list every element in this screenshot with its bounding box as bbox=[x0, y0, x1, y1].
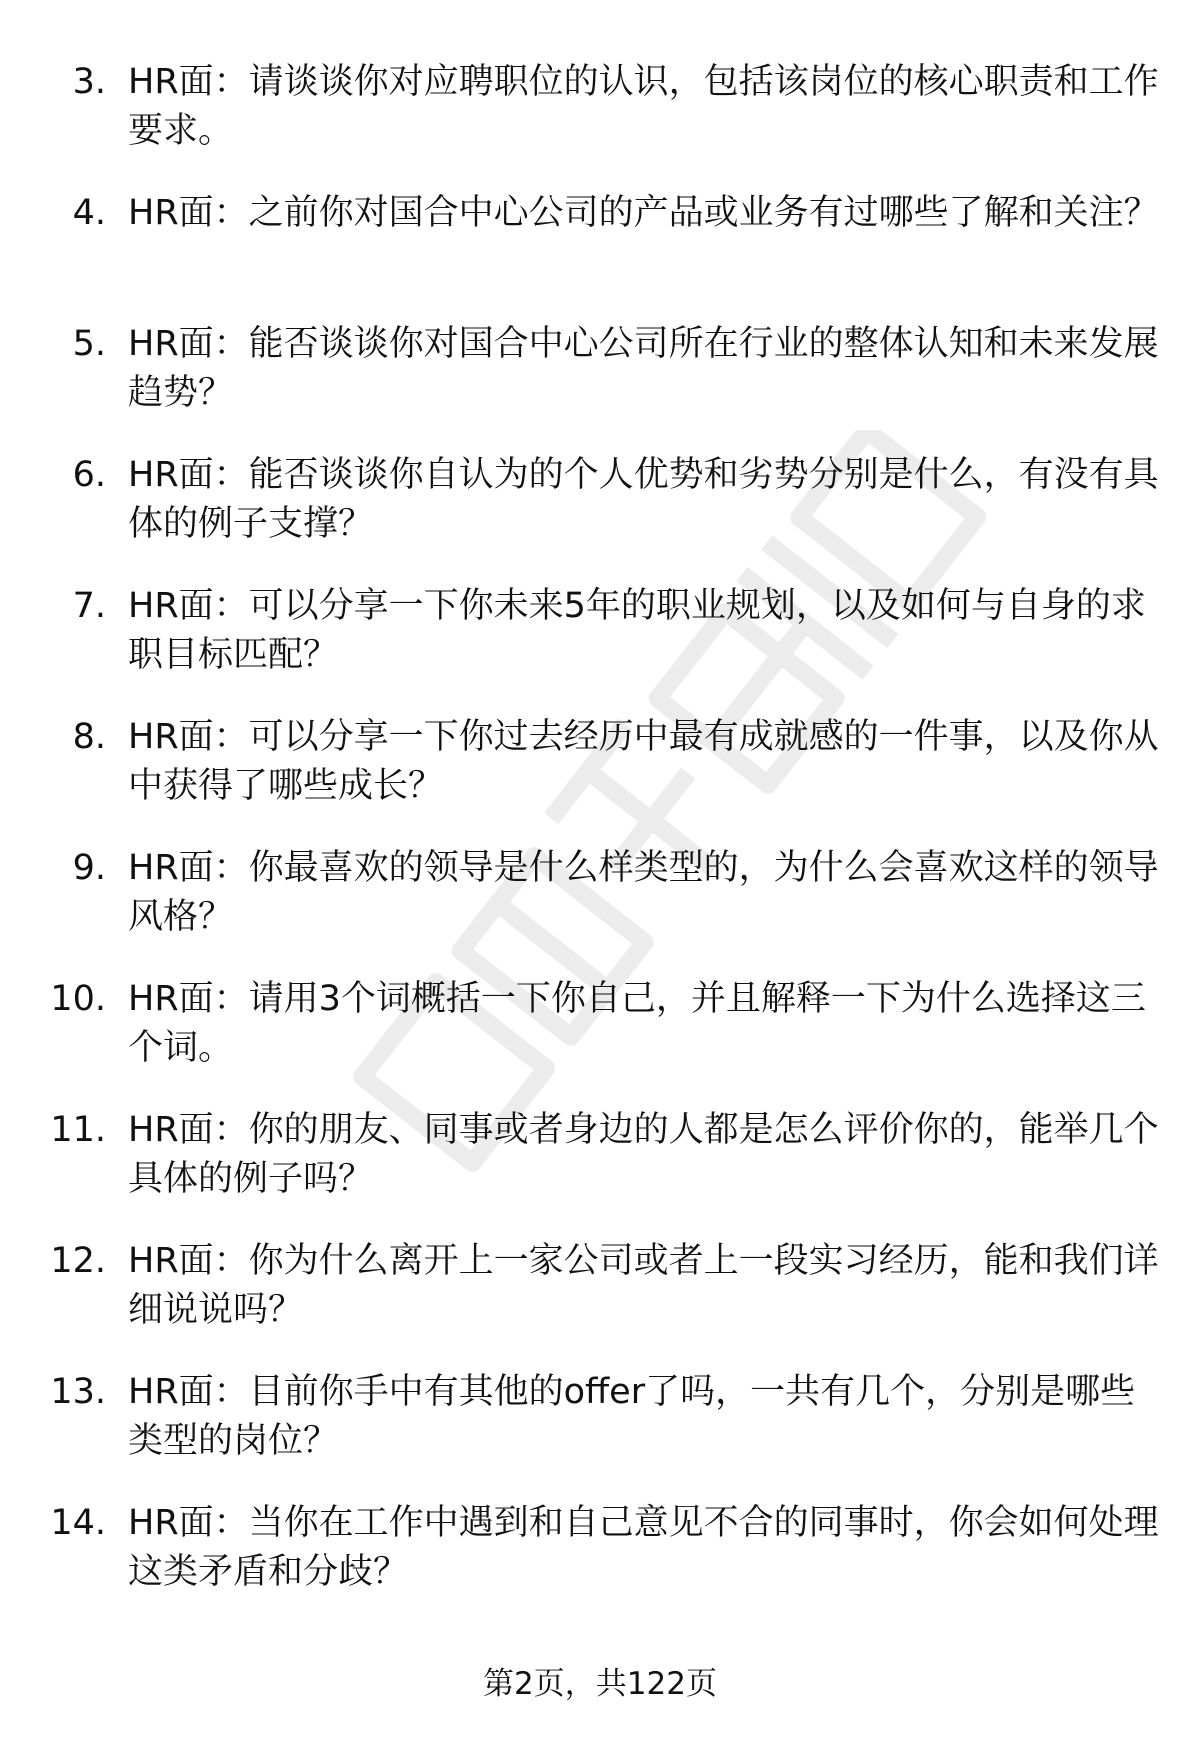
list-item-number: 9. bbox=[72, 848, 106, 888]
list-item-text: HR面：请用3个词概括一下你自己，并且解释一下为什么选择这三个词。 bbox=[128, 979, 1146, 1068]
list-item-text: HR面：当你在工作中遇到和自己意见不合的同事时，你会如何处理这类矛盾和分歧？ bbox=[128, 1503, 1159, 1592]
list-item-text: HR面：可以分享一下你过去经历中最有成就感的一件事，以及你从中获得了哪些成长？ bbox=[128, 717, 1159, 806]
list-item bbox=[0, 58, 1200, 189]
list-item bbox=[0, 451, 1200, 582]
list-item bbox=[0, 320, 1200, 451]
list-item-number: 14. bbox=[50, 1503, 106, 1543]
list-item-text: HR面：之前你对国合中心公司的产品或业务有过哪些了解和关注？ bbox=[128, 193, 1159, 233]
question-list bbox=[0, 58, 1200, 1630]
list-item-number: 7. bbox=[72, 586, 106, 626]
list-item bbox=[0, 844, 1200, 975]
list-item-number: 11. bbox=[50, 1110, 106, 1150]
list-item-text: HR面：可以分享一下你未来5年的职业规划，以及如何与自身的求职目标匹配？ bbox=[128, 586, 1146, 675]
list-item bbox=[0, 582, 1200, 713]
list-item-number: 4. bbox=[72, 193, 106, 233]
list-item-number: 12. bbox=[50, 1241, 106, 1281]
list-item bbox=[0, 1106, 1200, 1237]
list-item-number: 6. bbox=[72, 455, 106, 495]
list-item bbox=[0, 1237, 1200, 1368]
list-item-text: HR面：目前你手中有其他的offer了吗，一共有几个，分别是哪些类型的岗位？ bbox=[128, 1372, 1136, 1461]
list-item bbox=[0, 189, 1200, 320]
list-item-text: HR面：你的朋友、同事或者身边的人都是怎么评价你的，能举几个具体的例子吗？ bbox=[128, 1110, 1159, 1199]
list-item bbox=[0, 975, 1200, 1106]
list-item-text: HR面：你最喜欢的领导是什么样类型的，为什么会喜欢这样的领导风格？ bbox=[128, 848, 1159, 937]
list-item-text: HR面：能否谈谈你自认为的个人优势和劣势分别是什么，有没有具体的例子支撑？ bbox=[128, 455, 1159, 544]
list-item-text: HR面：能否谈谈你对国合中心公司所在行业的整体认知和未来发展趋势？ bbox=[128, 324, 1159, 413]
list-item bbox=[0, 1499, 1200, 1630]
list-item-number: 13. bbox=[50, 1372, 106, 1412]
list-item-text: HR面：请谈谈你对应聘职位的认识，包括该岗位的核心职责和工作要求。 bbox=[128, 62, 1159, 151]
list-item-number: 3. bbox=[72, 62, 106, 102]
list-item-number: 5. bbox=[72, 324, 106, 364]
list-item-number: 10. bbox=[50, 979, 106, 1019]
list-item-number: 8. bbox=[72, 717, 106, 757]
list-item-text: HR面：你为什么离开上一家公司或者上一段实习经历，能和我们详细说说吗？ bbox=[128, 1241, 1159, 1330]
page-footer: 第2页，共122页 bbox=[483, 1666, 717, 1702]
list-item bbox=[0, 713, 1200, 844]
list-item bbox=[0, 1368, 1200, 1499]
